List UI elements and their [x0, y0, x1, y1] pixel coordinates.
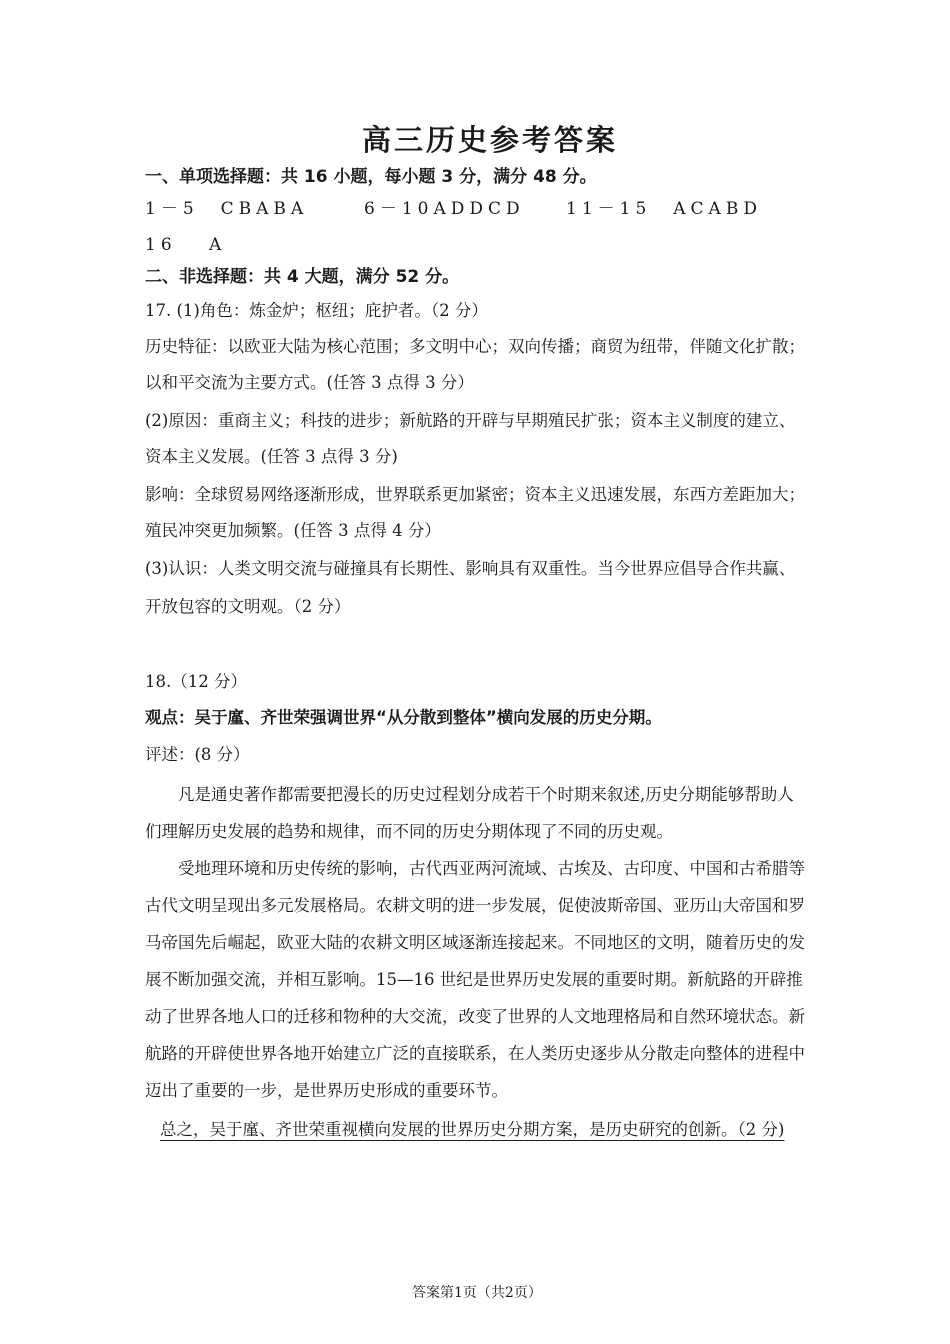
q18-p2-line6: 航路的开辟使世界各地开始建立广泛的直接联系，在人类历史逐步从分散走向整体的进程中	[145, 1044, 805, 1063]
q18-p1-line1: 凡是通史著作都需要把漫长的历史过程划分成若干个时期来叙述,历史分期能够帮助人	[178, 785, 794, 804]
viewpoint-text: 吴于廑、齐世荣强调世界“从分散到整体”横向发展的历史分期。	[194, 708, 662, 727]
q17-part2-line2: 资本主义发展。(任答 3 点得 3 分)	[145, 447, 398, 466]
q18-p2-line1: 受地理环境和历史传统的影响，古代西亚两河流域、古埃及、古印度、中国和古希腊等	[178, 859, 805, 878]
q17-impact-line1: 影响：全球贸易网络逐渐形成，世界联系更加紧密；资本主义迅速发展，东西方差距加大；	[145, 485, 805, 504]
mc-answers-6-10: 6－10ADDCD	[364, 199, 525, 219]
q18-p2-line7: 迈出了重要的一步，是世界历史形成的重要环节。	[145, 1081, 508, 1100]
q18-p2-line5: 动了世界各地人口的迁移和物种的大交流，改变了世界的人文地理格局和自然环境状态。新	[145, 1007, 805, 1026]
q17-features-line2: 以和平交流为主要方式。(任答 3 点得 3 分）	[145, 373, 474, 392]
q17-part3-line2: 开放包容的文明观。（2 分）	[145, 597, 351, 616]
q17-features-line1: 历史特征：以欧亚大陆为核心范围；多文明中心；双向传播；商贸为纽带，伴随文化扩散；	[145, 337, 805, 356]
page-title: 高三历史参考答案	[362, 123, 619, 157]
q18-conclusion: 总之，吴于廑、齐世荣重视横向发展的世界历史分期方案，是历史研究的创新。（2 分)	[160, 1120, 785, 1139]
mc-answer-16: 16 A	[145, 235, 227, 255]
q18-p2-line2: 古代文明呈现出多元发展格局。农耕文明的进一步发展，促使波斯帝国、亚历山大帝国和罗	[145, 896, 805, 915]
mc-answers-1-5: 1－5 CBABA	[145, 199, 309, 219]
q18-viewpoint	[145, 707, 662, 729]
section2-heading: 二、非选择题：共 4 大题，满分 52 分。	[145, 267, 460, 287]
q18-header: 18.（12 分）	[145, 672, 247, 691]
q17-part3-line1: (3)认识：人类文明交流与碰撞具有长期性、影响具有双重性。当今世界应倡导合作共赢、	[145, 559, 796, 578]
page-footer: 答案第1页（共2页）	[412, 1285, 542, 1301]
section1-heading: 一、单项选择题：共 16 小题，每小题 3 分，满分 48 分。	[145, 167, 597, 187]
q18-p2-line4: 展不断加强交流，并相互影响。15—16 世纪是世界历史发展的重要时期。新航路的开辟推	[145, 970, 803, 989]
q17-impact-line2: 殖民冲突更加频繁。(任答 3 点得 4 分）	[145, 521, 441, 540]
q17-part2-line1: (2)原因：重商主义；科技的进步；新航路的开辟与早期殖民扩张；资本主义制度的建立、	[145, 411, 796, 430]
viewpoint-label: 观点：	[145, 708, 195, 727]
q18-comment-label: 评述：(8 分）	[145, 745, 250, 764]
mc-answers-11-15: 11－15 ACABD	[566, 199, 762, 219]
q18-p2-line3: 马帝国先后崛起，欧亚大陆的农耕文明区域逐渐连接起来。不同地区的文明，随着历史的发	[145, 933, 805, 952]
q18-p1-line2: 们理解历史发展的趋势和规律，而不同的历史分期体现了不同的历史观。	[145, 822, 673, 841]
q17-part1: 17. (1)角色：炼金炉；枢纽；庇护者。（2 分）	[145, 301, 488, 320]
